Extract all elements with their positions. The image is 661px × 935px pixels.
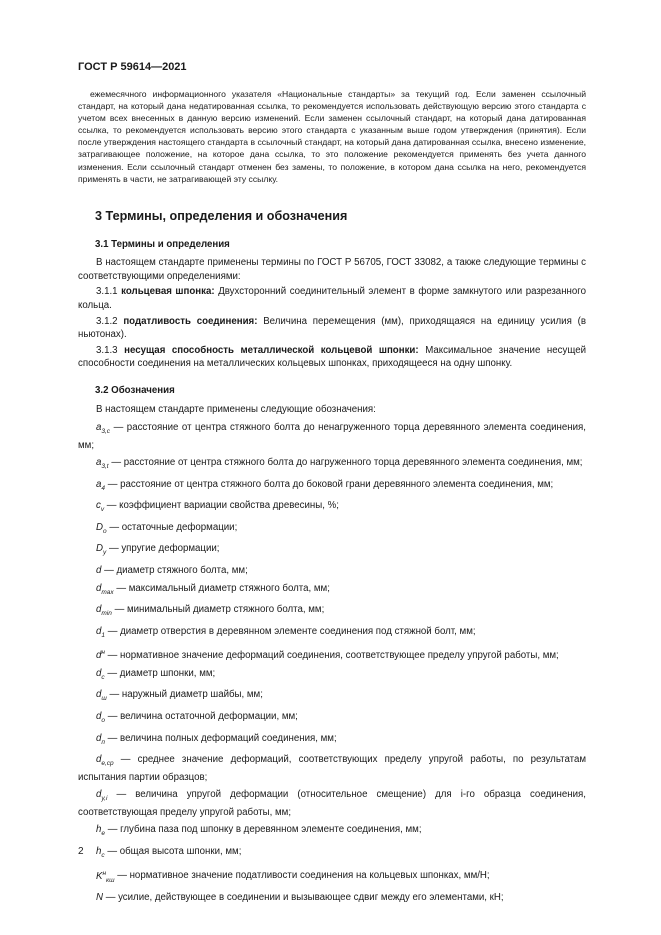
- symbol-item: [78, 753, 586, 784]
- symbol-notation: [96, 626, 105, 637]
- symbol-item: [78, 478, 586, 496]
- symbol-item: [78, 891, 586, 905]
- symbol-base: d: [96, 689, 102, 701]
- symbol-base: N: [96, 892, 103, 904]
- symbol-notation: [96, 583, 114, 594]
- symbol-base: d: [96, 564, 102, 576]
- term-name: кольцевая шпонка:: [121, 286, 215, 298]
- symbol-item: [78, 456, 586, 474]
- symbol-superscript: н: [101, 649, 105, 657]
- term-number: 3.1.3: [96, 344, 118, 356]
- term-name: несущая способность металлической кольцевой шпонки:: [124, 344, 419, 356]
- symbol-subscript: ш: [101, 695, 107, 703]
- symbol-base: d: [96, 625, 102, 637]
- symbol-subscript: о: [101, 716, 106, 724]
- symbols-lead-paragraph: В настоящем стандарте применены следующие обозначения:: [96, 403, 376, 415]
- symbol-subscript: п: [101, 738, 105, 746]
- symbol-base: h: [96, 845, 102, 857]
- symbol-item: [78, 667, 586, 685]
- intro-paragraph: ежемесячного информационного указателя «Национальные стандарты» за текущий год. Если заменен ссылочный стандарт, на который дана недатированная ссылка, то рекомендуется использовать действующую версию этого стандарта с учетом всех внесенных в данную версию изменений. Если заменен ссылочный стандарт, на который дана датированная ссылка, то рекомендуется использовать версию этого стандарта с указанным выше годом утверждения (принятия). Если после утверждения настоящего стандарта в ссылочный стандарт, на который дана датированная ссылка, внесено изменение, затрагивающее положение, на которое дана ссылка, то это положение рекомендуется применять без учета данного изменения. Если ссылочный стандарт отменен без замены, то положение, в котором дана ссылка на него, рекомендуется применять в части, не затрагивающей эту ссылку.: [78, 89, 586, 184]
- symbol-notation: [96, 789, 108, 803]
- symbol-base: d: [96, 667, 102, 679]
- term-number: 3.1.1: [96, 286, 118, 298]
- subsection-title-terms: 3.1 Термины и определения: [95, 238, 230, 250]
- symbol-description: — величина упругой деформации (относительное смещение) для i-го образца соединения, соответствующая пределу упругой работы, мм;: [78, 789, 586, 818]
- symbol-notation: [96, 846, 105, 857]
- term-definition: [78, 344, 586, 371]
- symbol-subscript: y: [103, 549, 107, 557]
- symbol-notation: [96, 668, 105, 679]
- symbol-description: — остаточные деформации;: [106, 521, 238, 533]
- symbol-base: D: [96, 543, 103, 555]
- symbol-base: d: [96, 582, 102, 594]
- symbol-item: [78, 688, 586, 706]
- symbol-notation: [96, 479, 105, 490]
- symbol-base: d: [96, 710, 102, 722]
- symbol-item: [78, 845, 586, 863]
- document-header: ГОСТ Р 59614—2021: [78, 61, 187, 73]
- symbol-description: — максимальный диаметр стяжного болта, мм;: [113, 582, 330, 594]
- section-title: 3 Термины, определения и обозначения: [95, 209, 348, 223]
- symbol-notation: [96, 892, 103, 903]
- symbol-description: — усилие, действующее в соединении и вызывающее сдвиг между его элементами, кН;: [103, 892, 504, 904]
- symbol-description: — коэффициент вариации свойства древесины, %;: [104, 500, 339, 512]
- symbol-item: [78, 625, 586, 643]
- term-name: податливость соединения:: [123, 315, 258, 327]
- term-number: 3.1.2: [96, 315, 118, 327]
- symbol-description: — величина остаточной деформации, мм;: [105, 710, 298, 722]
- symbol-description: — нормативное значение податливости соединения на кольцевых шпонках, мм/Н;: [114, 870, 490, 882]
- symbol-item: [78, 564, 586, 578]
- symbol-item: [78, 603, 586, 621]
- symbol-notation: [96, 457, 109, 471]
- symbol-item: [78, 582, 586, 600]
- term-definition-text: Максимальное значение несущей способности соединения на металлических кольцевых шпонках, приходящееся на одну шпонку.: [78, 344, 586, 370]
- symbol-notation: [96, 711, 105, 722]
- symbol-notation: [96, 754, 114, 765]
- symbol-base: D: [96, 521, 103, 533]
- symbol-description: — упругие деформации;: [106, 543, 220, 555]
- symbol-subscript: 3,c: [101, 428, 111, 436]
- symbol-notation: [96, 604, 112, 615]
- page-number: 2: [78, 846, 84, 857]
- symbol-item: [78, 646, 586, 663]
- symbol-base: d: [96, 754, 102, 766]
- symbol-subscript: кш: [106, 876, 115, 884]
- symbol-subscript: y,i: [101, 795, 108, 803]
- symbol-description: — диаметр стяжного болта, мм;: [101, 564, 248, 576]
- symbol-subscript: 1: [101, 631, 106, 639]
- symbol-subscript: 4: [101, 484, 106, 492]
- subsection-title-symbols: 3.2 Обозначения: [95, 384, 175, 396]
- symbol-subscript: c: [101, 851, 105, 859]
- symbol-description: — диаметр шпонки, мм;: [104, 667, 216, 679]
- symbol-item: [78, 732, 586, 750]
- symbol-base: d: [96, 604, 102, 616]
- symbol-description: — расстояние от центра стяжного болта до нагруженного торца деревянного элемента соединения, мм;: [108, 457, 583, 469]
- symbol-description: — диаметр отверстия в деревянном элементе соединения под стяжной болт, мм;: [105, 625, 476, 637]
- symbol-subscript: c: [101, 673, 105, 681]
- symbol-base: d: [96, 732, 102, 744]
- symbol-item: [78, 866, 586, 887]
- symbol-notation: [96, 824, 106, 838]
- symbol-base: a: [96, 478, 102, 490]
- symbol-description: — расстояние от центра стяжного болта до ненагруженного торца деревянного элемента соединения, мм;: [78, 422, 586, 451]
- symbol-subscript: v: [100, 506, 105, 514]
- symbol-description: — минимальный диаметр стяжного болта, мм;: [111, 604, 325, 616]
- term-definition: [78, 315, 586, 342]
- symbol-subscript: min: [101, 609, 112, 617]
- symbol-base: c: [96, 500, 101, 512]
- symbol-item: [78, 823, 586, 841]
- symbol-notation: [96, 689, 107, 703]
- section-3: [78, 210, 586, 909]
- symbol-description: — общая высота шпонки, мм;: [104, 845, 242, 857]
- symbol-item: [78, 499, 586, 517]
- symbol-base: K: [96, 870, 103, 882]
- symbol-description: — расстояние от центра стяжного болта до боковой грани деревянного элемента соединения, мм;: [105, 478, 554, 490]
- symbol-notation: [96, 422, 111, 436]
- symbol-description: — величина полных деформаций соединения, мм;: [104, 732, 337, 744]
- symbol-item: [78, 710, 586, 728]
- symbol-notation: [96, 871, 115, 882]
- symbol-base: d: [96, 789, 102, 801]
- terms-lead-paragraph: В настоящем стандарте применены термины по ГОСТ Р 56705, ГОСТ 33082, а также следующие термины с соответствующими определениями:: [78, 257, 586, 282]
- symbol-description: — глубина паза под шпонку в деревянном элементе соединения, мм;: [105, 824, 422, 836]
- symbol-subscript: о: [103, 527, 107, 535]
- symbol-item: [78, 542, 586, 560]
- symbol-base: a: [96, 422, 102, 434]
- symbol-notation: [96, 543, 107, 557]
- symbol-superscript: н: [102, 869, 107, 877]
- symbol-notation: [96, 500, 105, 514]
- term-definition-text: Величина перемещения (мм), приходящаяся на единицу усилия (в ньютонах).: [78, 315, 586, 341]
- symbol-description: — наружный диаметр шайбы, мм;: [106, 689, 263, 701]
- symbol-base: h: [96, 824, 102, 836]
- symbol-item: [78, 521, 586, 539]
- symbols-list: [78, 421, 586, 905]
- symbol-item: [78, 788, 586, 819]
- symbol-notation: [96, 522, 107, 533]
- term-definition: [78, 285, 586, 312]
- symbol-notation: [96, 650, 105, 661]
- symbol-description: — среднее значение деформаций, соответствующих пределу упругой работы, по результатам испытания партии образцов;: [78, 754, 586, 783]
- symbol-notation: [96, 733, 105, 744]
- terms-list: [78, 285, 586, 371]
- symbol-subscript: max: [101, 588, 114, 596]
- term-definition-text: Двухсторонний соединительный элемент в форме замкнутого или разрезанного кольца.: [78, 286, 586, 311]
- symbol-base: d: [96, 650, 102, 662]
- symbol-subscript: e: [101, 830, 106, 838]
- symbol-description: — нормативное значение деформаций соединения, соответствующее пределу упругой работы, мм;: [104, 650, 559, 662]
- symbol-subscript: 3,t: [101, 463, 109, 471]
- symbol-base: a: [96, 457, 102, 469]
- symbol-subscript: e,ср: [101, 759, 114, 767]
- symbol-item: [78, 421, 586, 452]
